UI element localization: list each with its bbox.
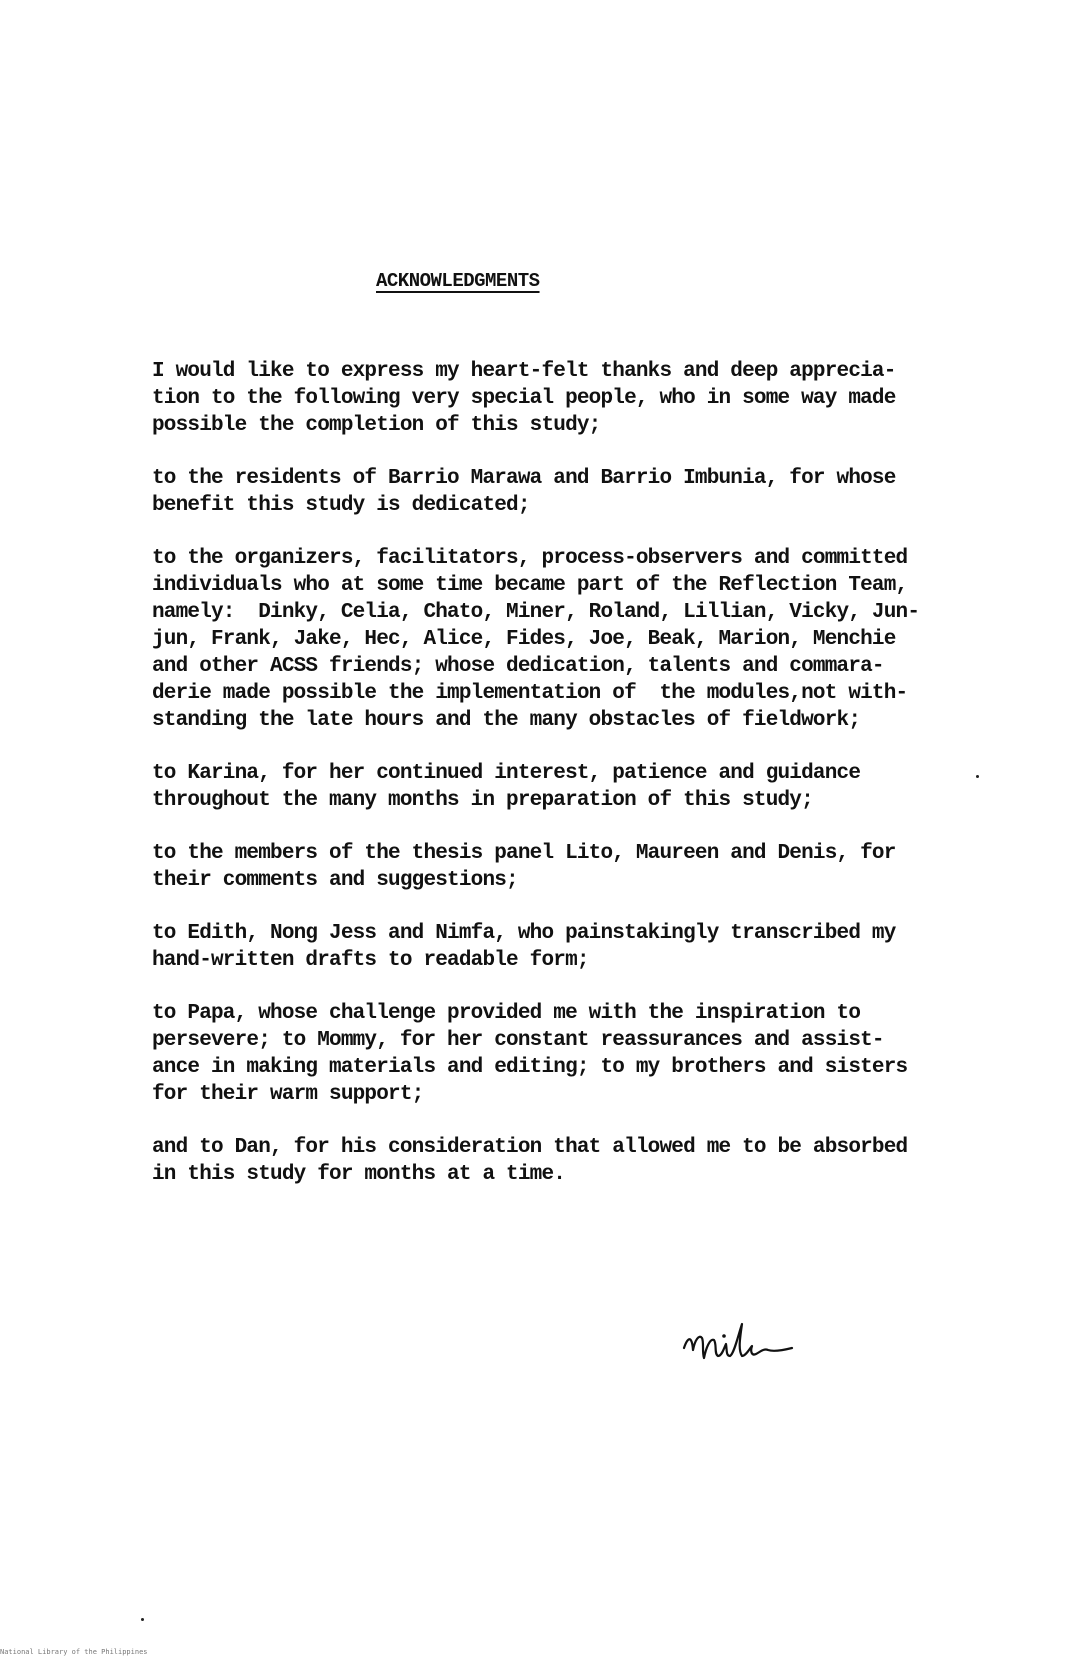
text-line: and to Dan, for his consideration that allowed me to be absorbed (152, 1136, 908, 1159)
paragraph-family (152, 1000, 1004, 1108)
paragraph-karina (152, 760, 1004, 814)
text-line: namely: Dinky, Celia, Chato, Miner, Roland, Lillian, Vicky, Jun- (152, 601, 920, 624)
text-line: to Papa, whose challenge provided me with the inspiration to (152, 1002, 861, 1025)
text-line: hand-written drafts to readable form; (152, 949, 589, 972)
text-line: tion to the following very special people, who in some way made (152, 387, 896, 410)
text-line: individuals who at some time became part of the Reflection Team, (152, 574, 908, 597)
scan-speck (141, 1618, 144, 1621)
text-line: derie made possible the implementation of the modules,not with- (152, 682, 908, 705)
scan-footer: National Library of the Philippines (0, 1648, 148, 1656)
paragraph-dan (152, 1134, 1004, 1188)
text-line: to the organizers, facilitators, process-observers and committed (152, 547, 908, 570)
text-line: to Edith, Nong Jess and Nimfa, who painstakingly transcribed my (152, 922, 896, 945)
paragraph-thesis-panel (152, 840, 1004, 894)
paragraph-residents (152, 465, 1004, 519)
text-line: persevere; to Mommy, for her constant reassurances and assist- (152, 1029, 884, 1052)
paragraph-transcribers (152, 920, 1004, 974)
text-line: jun, Frank, Jake, Hec, Alice, Fides, Joe, Beak, Marion, Menchie (152, 628, 896, 651)
text-line: to the residents of Barrio Marawa and Barrio Imbunia, for whose (152, 467, 896, 490)
page-title: ACKNOWLEDGMENTS (376, 270, 540, 292)
text-line: and other ACSS friends; whose dedication, talents and commara- (152, 655, 884, 678)
text-line: to Karina, for her continued interest, patience and guidance (152, 762, 861, 785)
paragraph-reflection-team (152, 545, 1004, 734)
text-line: standing the late hours and the many obstacles of fieldwork; (152, 709, 861, 732)
text-line: for their warm support; (152, 1083, 424, 1106)
text-line: I would like to express my heart-felt thanks and deep apprecia- (152, 360, 896, 383)
scan-speck (976, 775, 979, 778)
text-line: to the members of the thesis panel Lito, Maureen and Denis, for (152, 842, 896, 865)
handwritten-signature (680, 1318, 810, 1374)
paragraph-intro (152, 358, 1004, 439)
text-line: throughout the many months in preparation of this study; (152, 789, 813, 812)
text-line: benefit this study is dedicated; (152, 494, 530, 517)
acknowledgments-body (152, 358, 1004, 1214)
text-line: in this study for months at a time. (152, 1163, 566, 1186)
text-line: ance in making materials and editing; to my brothers and sisters (152, 1056, 908, 1079)
text-line: their comments and suggestions; (152, 869, 518, 892)
text-line: possible the completion of this study; (152, 414, 601, 437)
